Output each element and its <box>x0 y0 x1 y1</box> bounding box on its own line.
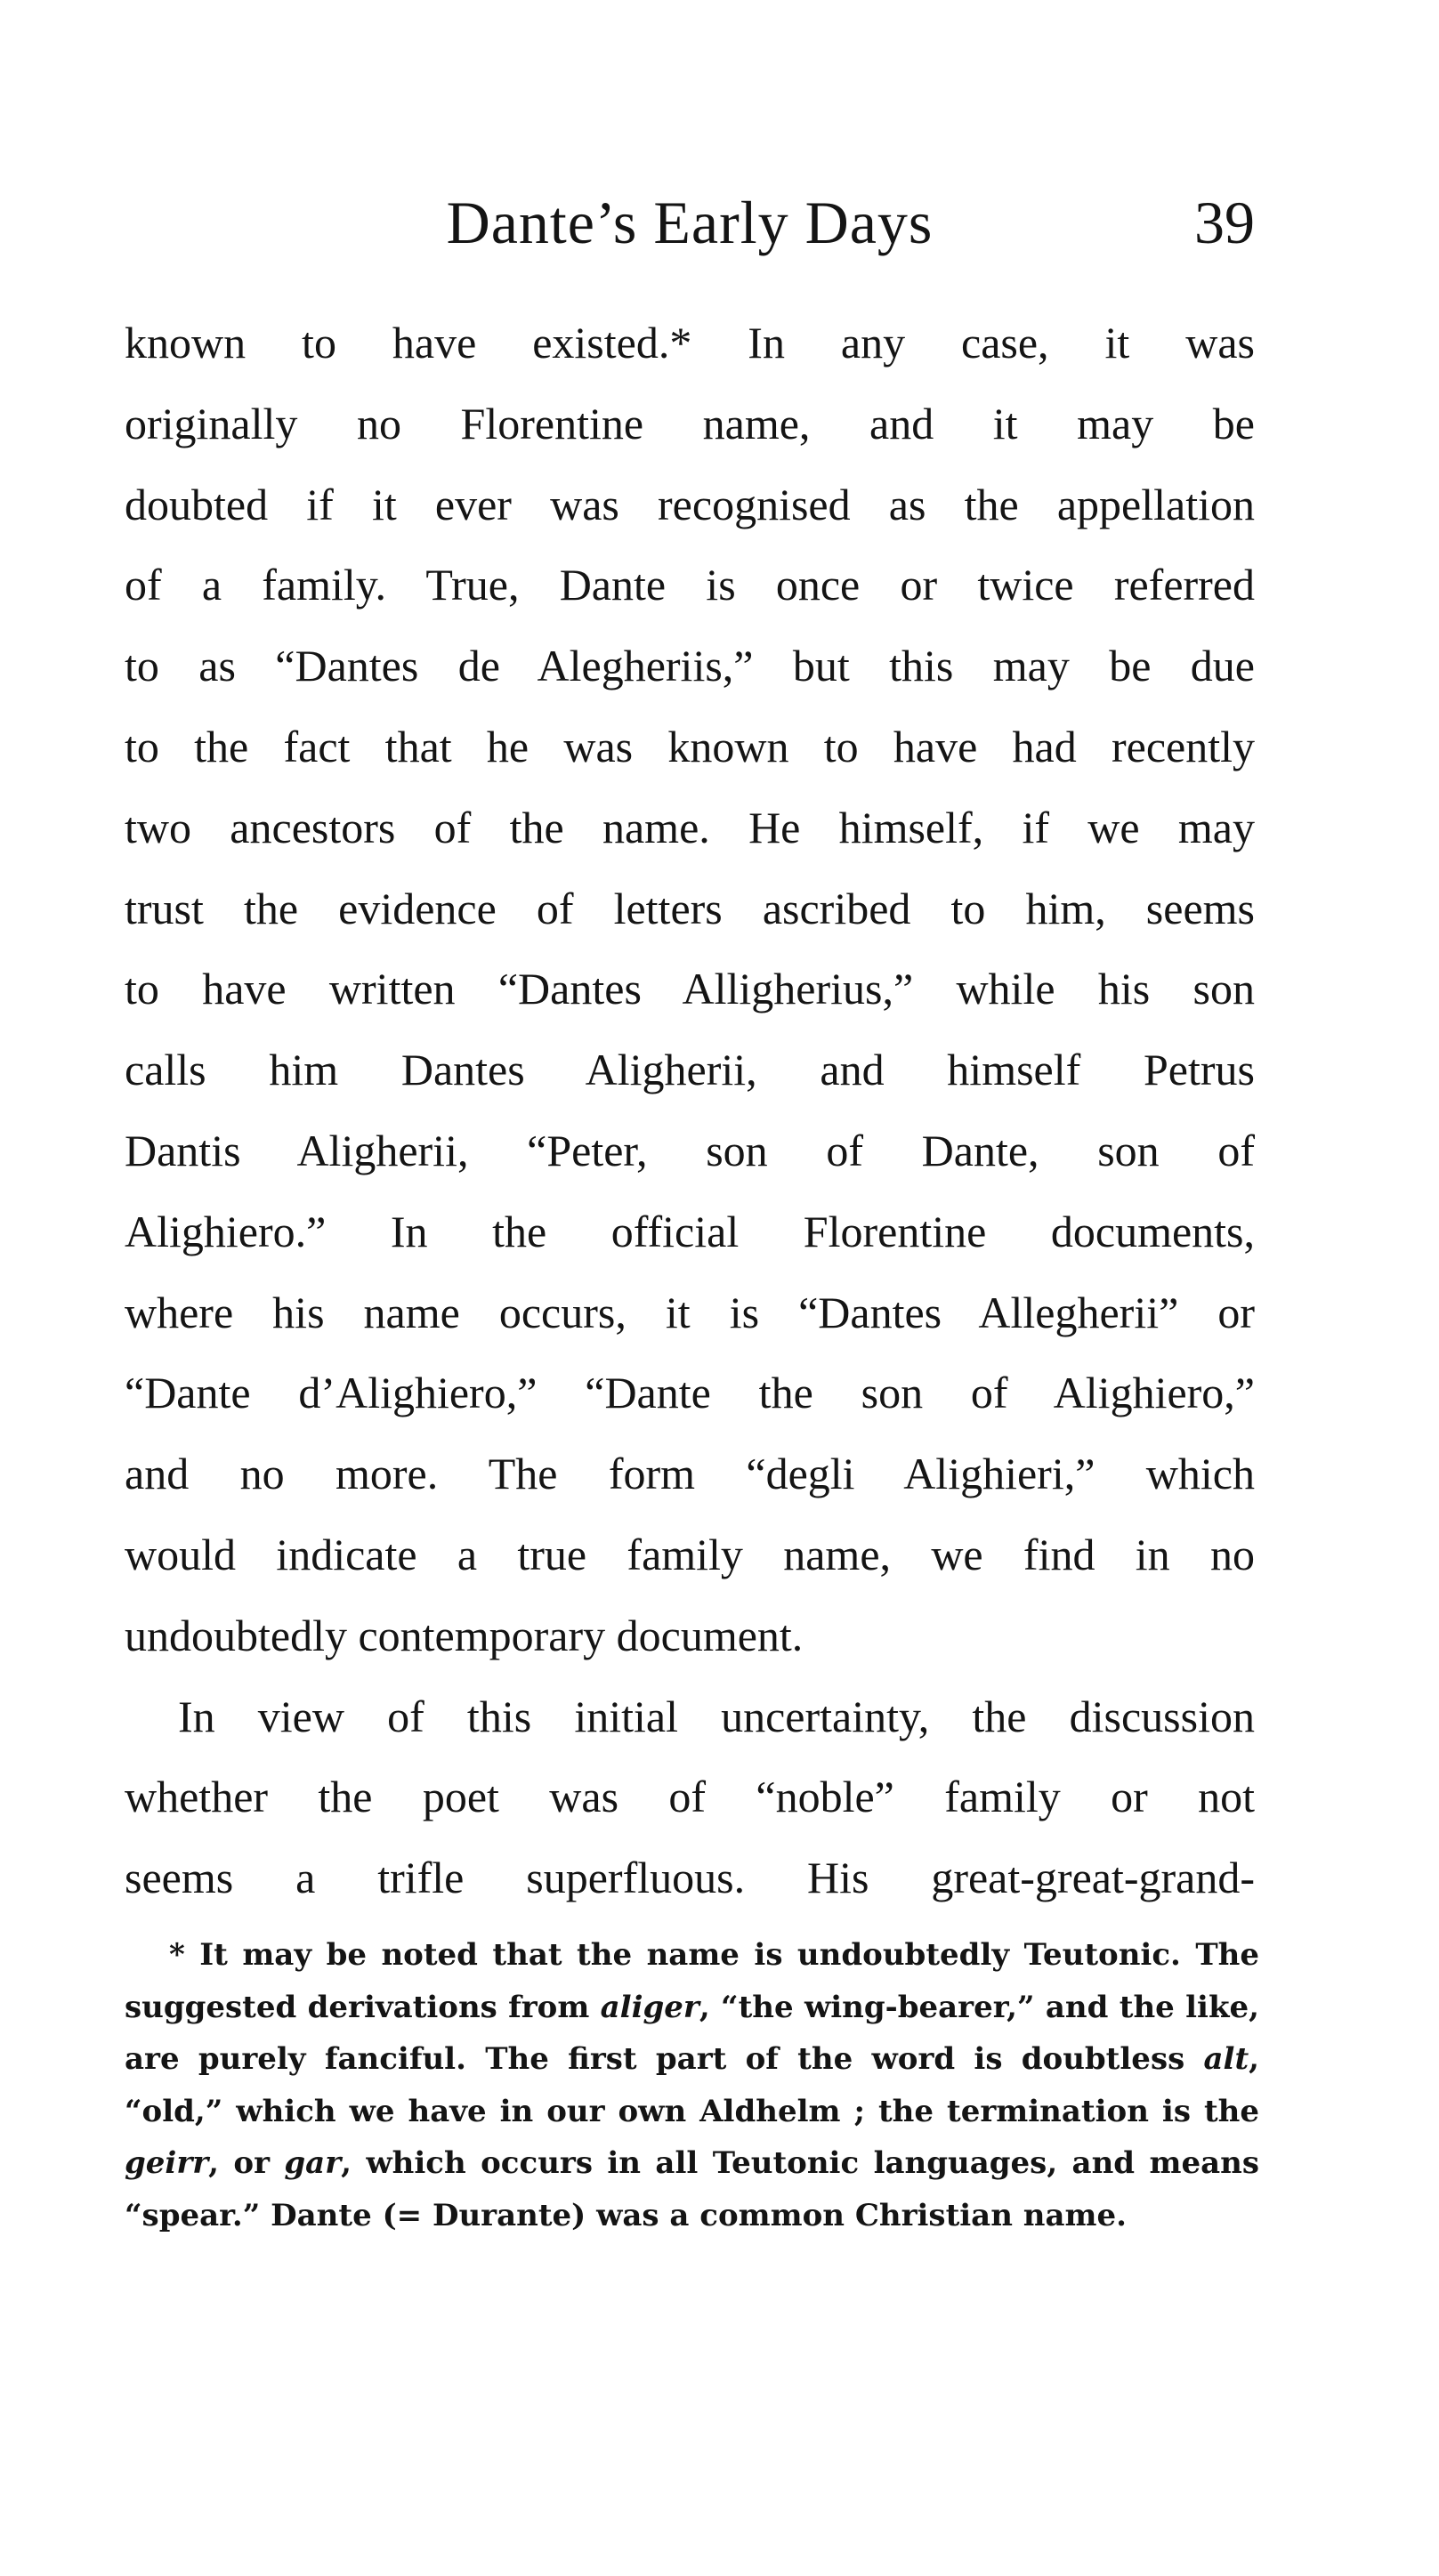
footnote-line <box>125 1982 1259 2034</box>
footnote <box>125 1929 1259 2241</box>
footnote-line: “spear.” Dante (= Durante) was a common Christian name. <box>125 2197 1127 2233</box>
footnote-italic-word: alt <box>1203 2041 1249 2077</box>
body-line: to as “Dantes de Alegheriis,” but this may be due <box>125 641 1255 691</box>
footnote-italic-word: gar <box>284 2145 342 2181</box>
footnote-text: , <box>1249 2041 1259 2077</box>
body-line: to the fact that he was known to have had recently <box>125 721 1255 771</box>
footnote-italic-word: geirr <box>125 2145 209 2181</box>
body-line: whether the poet was of “noble” family or not <box>125 1772 1255 1822</box>
body-line: to have written “Dantes Alligherius,” while his son <box>125 964 1255 1014</box>
body-line: where his name occurs, it is “Dantes Allegherii” or <box>125 1287 1255 1337</box>
body-line: Dantis Aligherii, “Peter, son of Dante, son of <box>125 1125 1255 1175</box>
footnote-line: * It may be noted that the name is undoubtedly Teutonic. The <box>169 1937 1259 1973</box>
footnote-text: , which occurs in all Teutonic languages, and means <box>341 2145 1259 2181</box>
body-line: originally no Florentine name, and it may be <box>125 398 1255 448</box>
body-line: trust the evidence of letters ascribed to him, seems <box>125 883 1255 933</box>
body-line: seems a trifle superfluous. His great-great-grand- <box>125 1853 1255 1903</box>
body-line: calls him Dantes Aligherii, and himself Petrus <box>125 1045 1255 1095</box>
body-line: known to have existed.* In any case, it was <box>125 318 1255 367</box>
footnote-text: , or <box>208 2145 285 2181</box>
body-text <box>125 303 1255 1918</box>
paragraph-end-line: undoubtedly contemporary document. <box>125 1610 804 1660</box>
footnote-text: suggested derivations from <box>125 1989 601 2025</box>
running-head <box>125 182 1255 262</box>
page-number: 39 <box>1194 189 1255 256</box>
paragraph-start-line: In view of this initial uncertainty, the discussion <box>178 1691 1255 1741</box>
footnote-text: are purely fanciful. The first part of the word is doubtless <box>125 2041 1204 2077</box>
footnote-line <box>125 2137 1259 2190</box>
body-line: two ancestors of the name. He himself, if we may <box>125 802 1255 852</box>
page-title: Dante’s Early Days <box>446 189 934 256</box>
body-line: doubted if it ever was recognised as the appellation <box>125 479 1255 529</box>
body-line: Alighiero.” In the official Florentine documents, <box>125 1206 1255 1256</box>
body-line: of a family. True, Dante is once or twice referred <box>125 560 1255 610</box>
footnote-italic-word: aliger <box>600 1989 699 2025</box>
footnote-line <box>125 2033 1259 2086</box>
footnote-text: , “the wing-bearer,” and the like, <box>699 1989 1259 2025</box>
body-line: would indicate a true family name, we find in no <box>125 1529 1255 1579</box>
footnote-line: “old,” which we have in our own Aldhelm ; the termination is the <box>125 2093 1259 2129</box>
body-line: “Dante d’Alighiero,” “Dante the son of Alighiero,” <box>125 1368 1255 1418</box>
body-line: and no more. The form “degli Alighieri,” which <box>125 1449 1255 1499</box>
